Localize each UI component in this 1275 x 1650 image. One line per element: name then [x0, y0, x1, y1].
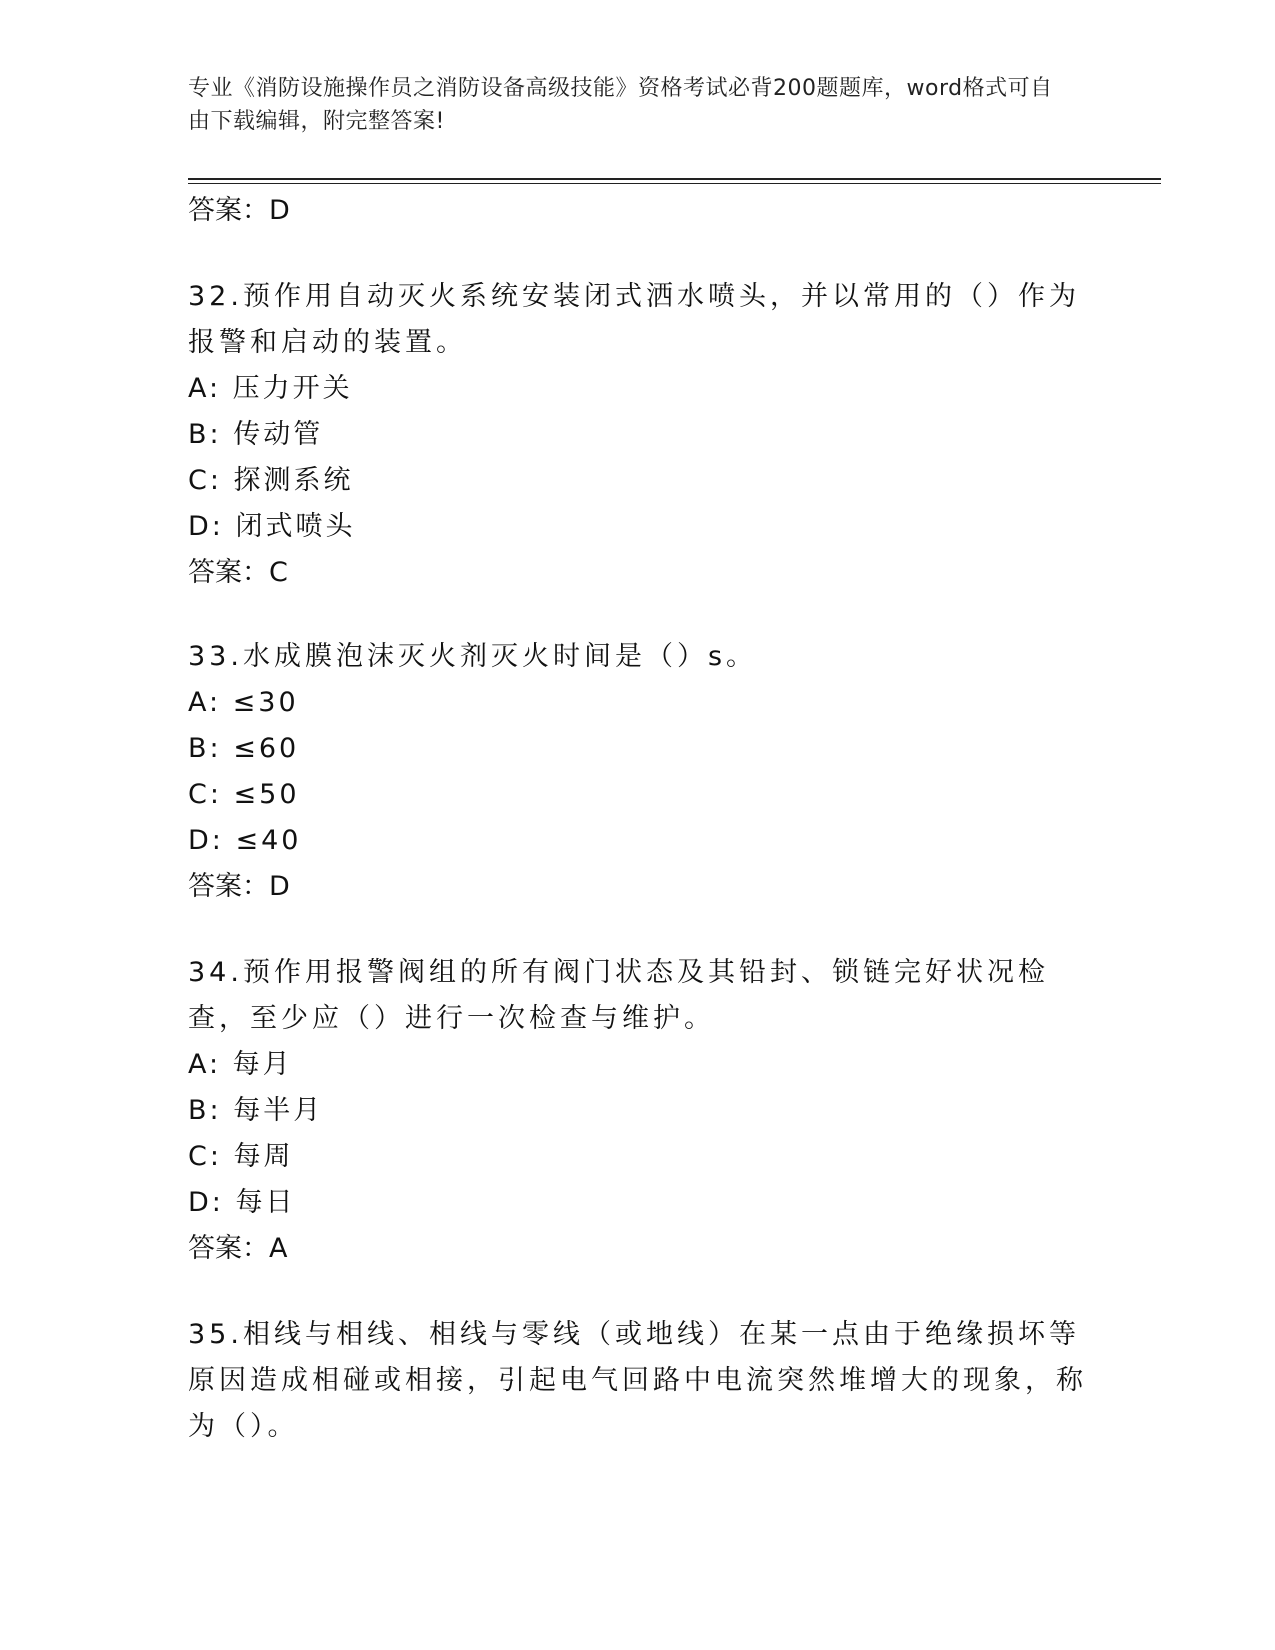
option-c: C: 每周 — [188, 1141, 294, 1172]
option-b: B: ≤60 — [188, 733, 300, 764]
option-d: D: 每日 — [188, 1187, 296, 1218]
header-divider-thick — [188, 178, 1161, 180]
header-divider-thin — [188, 183, 1161, 184]
option-d: D: 闭式喷头 — [188, 511, 356, 542]
question-item — [188, 634, 1108, 910]
question-stem: 32.预作用自动灭火系统安装闭式洒水喷头，并以常用的（）作为报警和启动的装置。 — [188, 281, 1080, 358]
question-stem: 35.相线与相线、相线与零线（或地线）在某一点由于绝缘损坏等原因造成相碰或相接，引起电气回路中电流突然堆增大的现象，称为（）。 — [188, 1319, 1087, 1442]
answer-line: 答案：D — [188, 195, 290, 226]
question-item — [188, 274, 1108, 596]
option-b: B: 每半月 — [188, 1095, 324, 1126]
answer-line: 答案：D — [188, 871, 290, 902]
option-a: A: ≤30 — [188, 687, 299, 718]
option-d: D: ≤40 — [188, 825, 302, 856]
document-header: 专业《消防设施操作员之消防设备高级技能》资格考试必背200题题库，word格式可自由下载编辑，附完整答案! — [188, 76, 1053, 134]
answer-line: 答案：C — [188, 557, 288, 588]
answer-line: 答案：A — [188, 1233, 288, 1264]
question-list — [188, 188, 1108, 1450]
question-item — [188, 1312, 1108, 1450]
option-c: C: 探测系统 — [188, 465, 354, 496]
question-stem: 33.水成膜泡沫灭火剂灭火时间是（）s。 — [188, 641, 758, 672]
question-item — [188, 950, 1108, 1272]
option-a: A: 每月 — [188, 1049, 293, 1080]
option-b: B: 传动管 — [188, 419, 324, 450]
option-a: A: 压力开关 — [188, 373, 353, 404]
option-c: C: ≤50 — [188, 779, 300, 810]
question-stem: 34.预作用报警阀组的所有阀门状态及其铅封、锁链完好状况检查，至少应（）进行一次检查与维护。 — [188, 957, 1049, 1034]
